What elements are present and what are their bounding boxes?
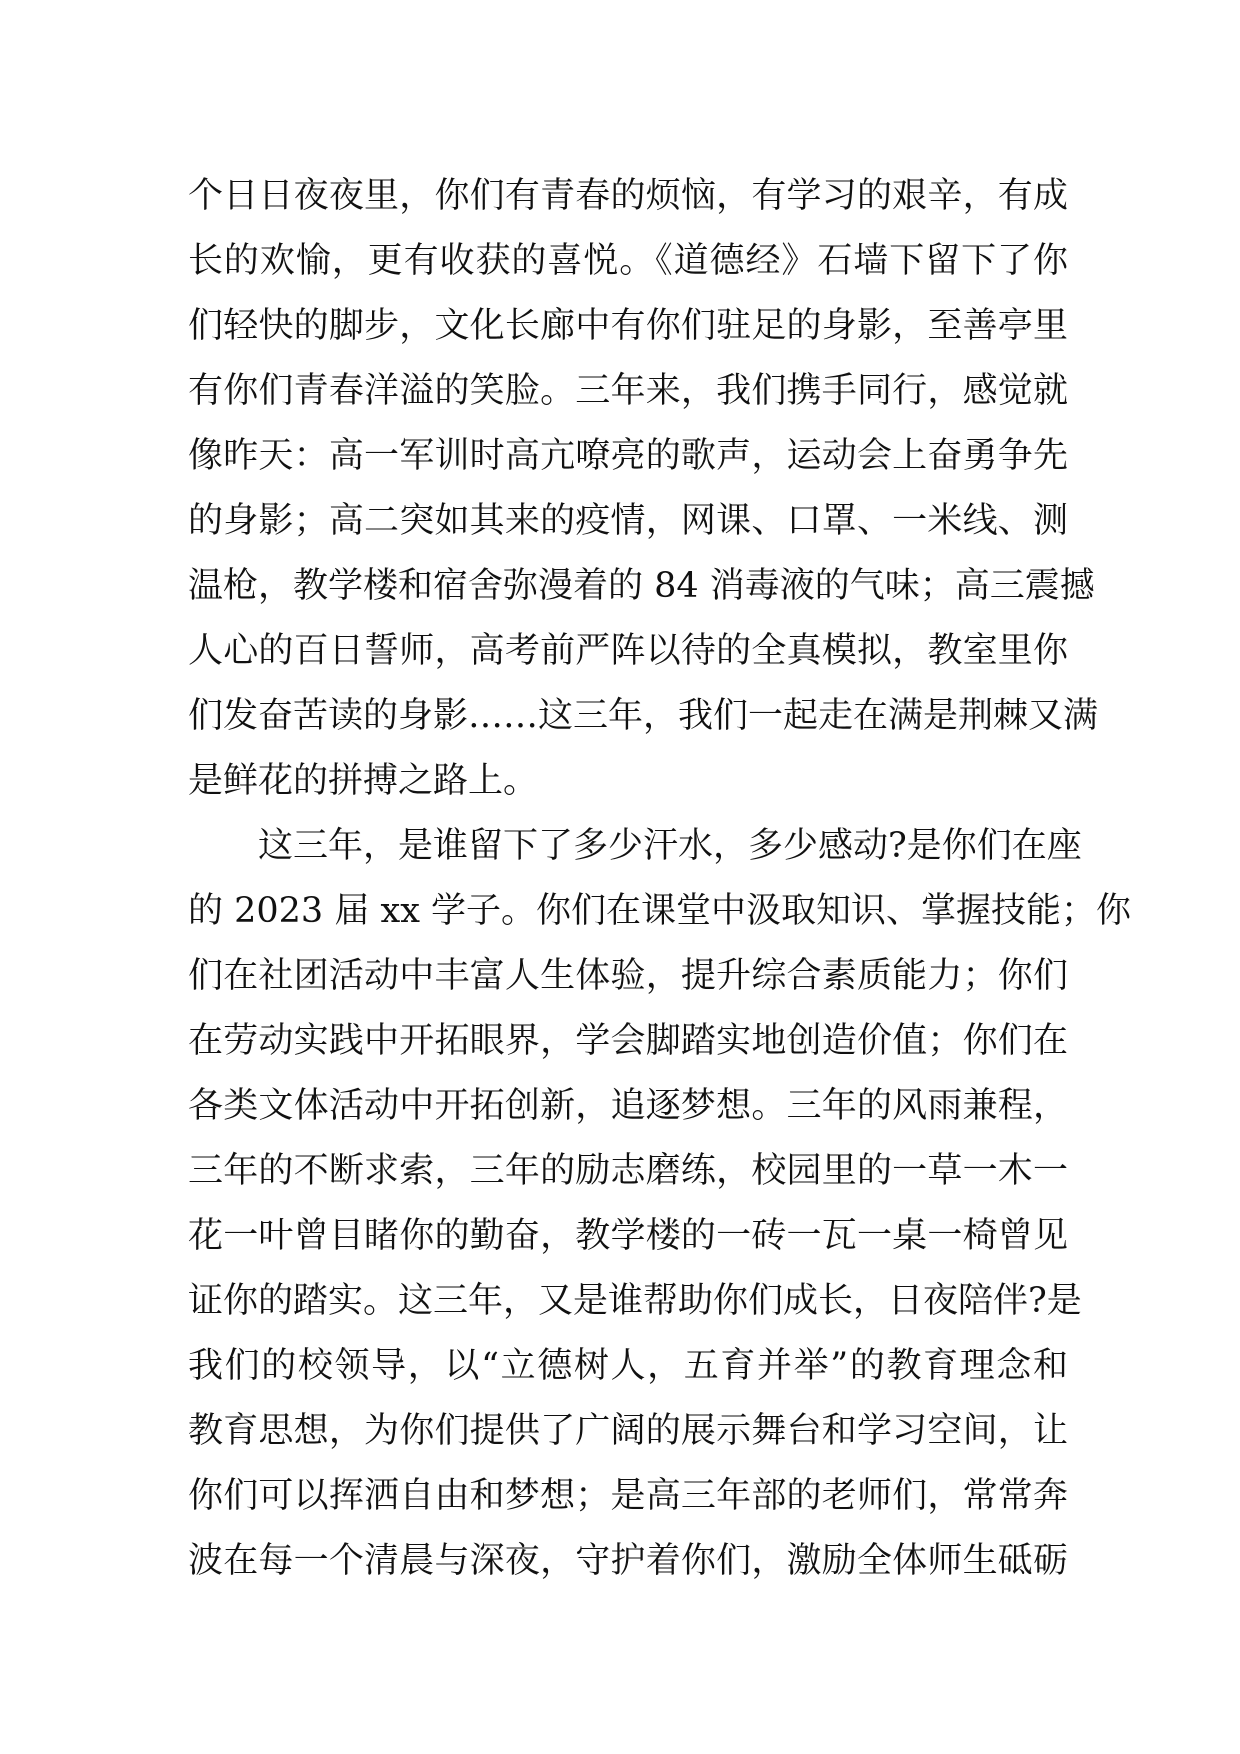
text-line: 有你们青春洋溢的笑脸。三年来，我们携手同行，感觉就: [188, 371, 1068, 411]
text-line: 长的欢愉，更有收获的喜悦。《道德经》石墙下留下了你: [188, 241, 1068, 281]
text-line: 证你的踏实。这三年，又是谁帮助你们成长，日夜陪伴?是: [188, 1281, 1082, 1321]
text-line: 人心的百日誓师，高考前严阵以待的全真模拟，教室里你: [188, 631, 1068, 671]
text-line: 在劳动实践中开拓眼界，学会脚踏实地创造价值；你们在: [188, 1021, 1068, 1061]
text-line: 三年的不断求索，三年的励志磨练，校园里的一草一木一: [188, 1151, 1068, 1191]
text-line: 波在每一个清晨与深夜，守护着你们，激励全体师生砥砺: [188, 1541, 1068, 1581]
text-line: 们在社团活动中丰富人生体验，提升综合素质能力；你们: [188, 956, 1068, 996]
text-line: 你们可以挥洒自由和梦想；是高三年部的老师们，常常奔: [188, 1476, 1068, 1516]
text-line: 这三年，是谁留下了多少汗水，多少感动?是你们在座: [258, 826, 1082, 866]
text-line: 的身影；高二突如其来的疫情，网课、口罩、一米线、测: [188, 501, 1068, 541]
text-line: 个日日夜夜里，你们有青春的烦恼，有学习的艰辛，有成: [188, 176, 1068, 216]
text-line: 各类文体活动中开拓创新，追逐梦想。三年的风雨兼程，: [188, 1086, 1068, 1126]
text-line: 是鲜花的拼搏之路上。: [188, 761, 539, 801]
text-line: 们发奋苦读的身影……这三年，我们一起走在满是荆棘又满: [188, 696, 1099, 736]
text-line: 像昨天：高一军训时高亢嘹亮的歌声，运动会上奋勇争先: [188, 436, 1068, 476]
paragraph-2: [188, 814, 1132, 1594]
document-body: [188, 164, 1132, 1594]
text-line: 教育思想，为你们提供了广阔的展示舞台和学习空间，让: [188, 1411, 1068, 1451]
text-line: 们轻快的脚步，文化长廊中有你们驻足的身影，至善亭里: [188, 306, 1068, 346]
text-line: 的 2023 届 xx 学子。你们在课堂中汲取知识、掌握技能；你: [188, 891, 1132, 931]
paragraph-1: [188, 164, 1099, 814]
text-line: 我们的校领导，以“立德树人，五育并举”的教育理念和: [188, 1346, 1068, 1386]
text-line: 花一叶曾目睹你的勤奋，教学楼的一砖一瓦一桌一椅曾见: [188, 1216, 1068, 1256]
text-line: 温枪，教学楼和宿舍弥漫着的 84 消毒液的气味；高三震撼: [188, 566, 1095, 606]
